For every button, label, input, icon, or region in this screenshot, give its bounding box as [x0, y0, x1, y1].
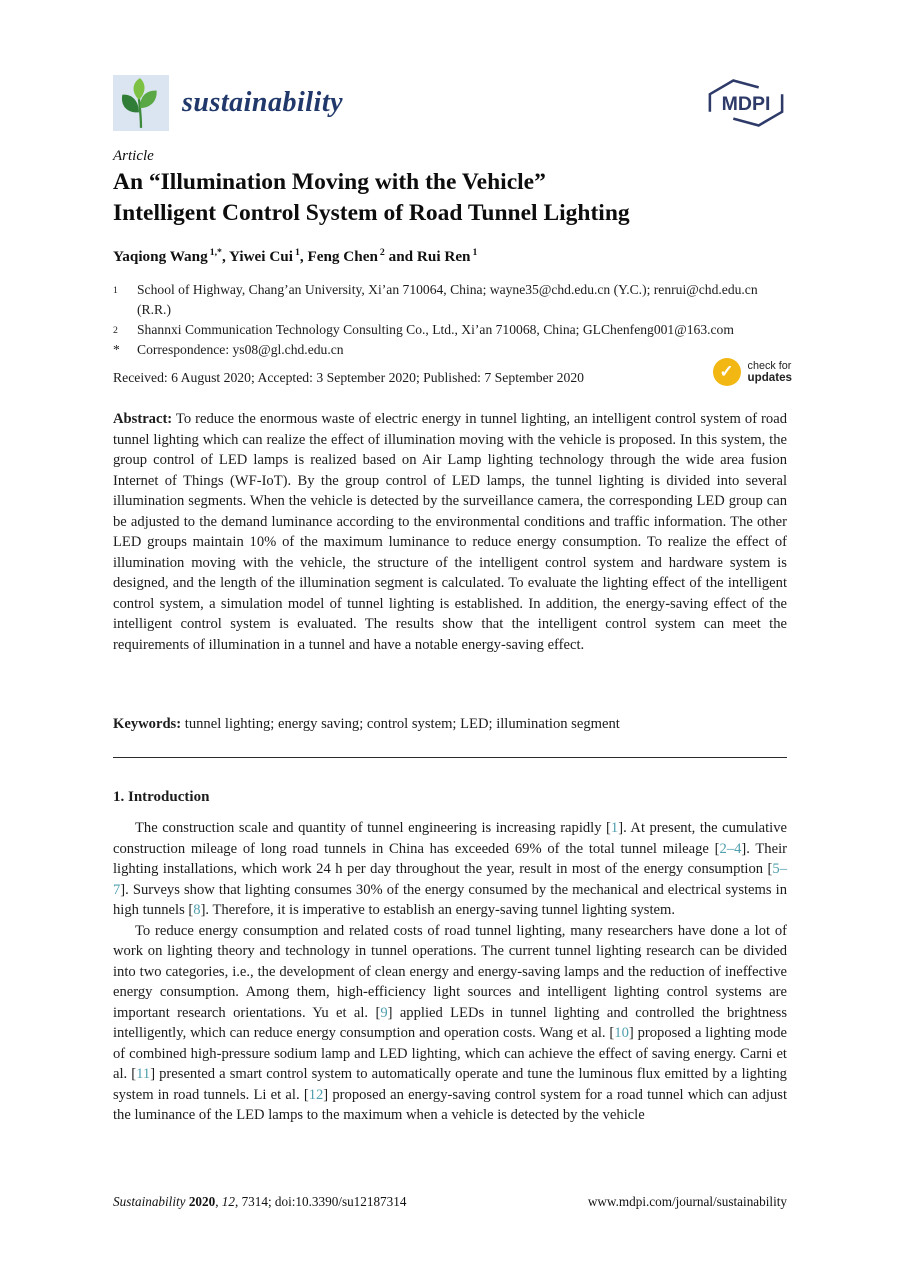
citation-link[interactable]: 11 [136, 1066, 151, 1082]
abstract-block [113, 409, 787, 655]
affiliations-list [113, 280, 787, 360]
badge-label-line1: check for [747, 359, 792, 372]
check-icon: ✓ [713, 358, 741, 386]
page-footer [113, 1194, 787, 1210]
affiliation-marker-2: 2 [113, 324, 118, 336]
correspondence-text: Correspondence: ys08@gl.chd.edu.cn [137, 342, 344, 358]
footer-year: 2020 [188, 1194, 216, 1209]
intro-paragraph-2: To reduce energy consumption and related costs of road tunnel lighting, many researchers have done a lot of work on lighting theory and technology in tunnel operations. The current tunnel lighting research can be divided into two categories, i.e., the development of clean energy and energy-saving lamps and the reduction of ineffective energy consumption. Among them, high-efficiency light sources and intelligent lighting control systems are important research orientations. Yu et al. [9] applied LEDs in tunnel lighting and controlled the brightness intelligently, which can reduce energy consumption and operation costs. Wang et al. [10] proposed a lighting mode of combined high-pressure sodium lamp and LED lighting, which can achieve the effect of saving energy. Carni et al. [11] presented a smart control system to automatically operate and tune the luminous flux emitted by a lighting system in road tunnels. Li et al. [12] proposed an energy-saving control system for a road tunnel which can adjust the luminance of the LED lamps to the maximum when a vehicle is detected by the vehicle [113, 922, 787, 1123]
author-0-superscript: 1,* [209, 246, 222, 258]
check-for-updates-badge[interactable] [713, 358, 792, 386]
author-1: Yiwei Cui $^1$, [228, 246, 308, 265]
author-2: Feng Chen $^2$ and [307, 246, 417, 265]
intro-paragraph-1: The construction scale and quantity of tunnel engineering is increasing rapidly [1]. At present, the cumulative construction mileage of long road tunnels in China has exceeded 69% of the total tunnel mileage [2–4]. Their lighting installations, which work 24 h per day throughout the year, result in most of the energy consumption [5–7]. Surveys show that lighting consumes 30% of the energy consumed by the mechanical and electrical systems in high tunnels [8]. Therefore, it is imperative to establish an energy-saving tunnel lighting system. [113, 820, 787, 918]
section-heading-introduction: 1. Introduction [113, 789, 210, 805]
journal-logo [113, 75, 343, 131]
abstract-text: To reduce the enormous waste of electric energy in tunnel lighting, an intelligent control system of road tunnel lighting which can realize the effect of illumination moving with the vehicle is proposed. In this system, the group control of LED lamps is realized based on Air Lamp lighting technology through the wide area fusion Internet of Things (WF-IoT). By the group control of LED lamps, the tunnel lighting is divided into several illumination segments. When the vehicle is detected by the surveillance camera, the corresponding LED group can be adjusted to the demand luminance according to the environmental conditions and traffic information. The other LED groups maintain 10% of the maximum luminance to reduce energy consumption. To realize the effect of illumination moving with the vehicle, the structure of the intelligent control system and hardware system is designed, and the length of the illumination segment is calculated. To evaluate the lighting effect of the intelligent control system, a simulation model of tunnel lighting is established. In addition, the energy-saving effect of the intelligent control system is evaluated. The results show that the intelligent control system can meet the requirements of illumination in a tunnel and have a notable energy-saving effect. [113, 411, 787, 653]
abstract-label: Abstract: [113, 411, 173, 427]
badge-label [748, 360, 792, 385]
author-1-superscript: 1 [294, 246, 300, 258]
footer-volume: 12 [221, 1194, 235, 1209]
sustainability-plant-icon [113, 75, 169, 131]
keywords-text: tunnel lighting; energy saving; control system; LED; illumination segment [184, 716, 620, 732]
affiliation-marker-star: * [113, 342, 120, 358]
citation-link[interactable]: 12 [308, 1086, 324, 1103]
footer-doi[interactable]: , 7314; doi:10.3390/su12187314 [234, 1194, 407, 1209]
footer-journal-url[interactable]: www.mdpi.com/journal/sustainability [587, 1194, 787, 1209]
affiliation-row-1 [113, 280, 787, 320]
citation-link[interactable]: 10 [614, 1025, 629, 1041]
author-3-superscript: 1 [472, 246, 478, 258]
author-3: Rui Ren $^1$ [416, 246, 478, 265]
affiliation-text-2: Shannxi Communication Technology Consulting Co., Ltd., Xi’an 710068, China; GLChenfeng001@163.com [137, 321, 734, 337]
page-title [113, 167, 787, 229]
affiliation-row-2 [113, 320, 787, 341]
citation-link[interactable]: 2–4 [719, 840, 742, 857]
introduction-body [113, 818, 787, 1126]
authors-line [113, 248, 787, 266]
badge-label-line2: updates [747, 371, 792, 384]
keywords-block [113, 714, 787, 735]
mdpi-logo [705, 77, 787, 129]
affiliation-marker-1: 1 [113, 285, 118, 296]
dates-line: Received: 6 August 2020; Accepted: 3 September 2020; Published: 7 September 2020 [113, 370, 585, 385]
keywords-label: Keywords: [113, 716, 182, 732]
citation-link[interactable]: 1 [610, 820, 619, 836]
affiliation-row-correspondence [113, 340, 787, 360]
svg-text:MDPI: MDPI [721, 92, 771, 115]
page-header [113, 74, 787, 132]
citation-link[interactable]: 9 [380, 1004, 388, 1021]
author-0: Yaqiong Wang $^{1,*}$, [113, 246, 229, 265]
title-line-2: Intelligent Control System of Road Tunnel Lighting [113, 200, 630, 226]
journal-wordmark: sustainability [182, 87, 344, 118]
footer-journal-name: Sustainability [113, 1194, 186, 1209]
citation-link[interactable]: 5–7 [113, 861, 787, 898]
article-type-label: Article [113, 148, 154, 164]
author-2-superscript: 2 [379, 246, 385, 258]
title-line-1: An “Illumination Moving with the Vehicle” [113, 169, 546, 195]
section-divider [113, 757, 787, 758]
footer-citation: Sustainability 2020, 12, 7314; doi:10.3390/su12187314 [113, 1194, 407, 1209]
affiliation-text-1: School of Highway, Chang’an University, Xi’an 710064, China; wayne35@chd.edu.cn (Y.C.); renrui@chd.edu.cn (R.R.) [137, 282, 758, 317]
citation-link[interactable]: 8 [193, 902, 201, 918]
